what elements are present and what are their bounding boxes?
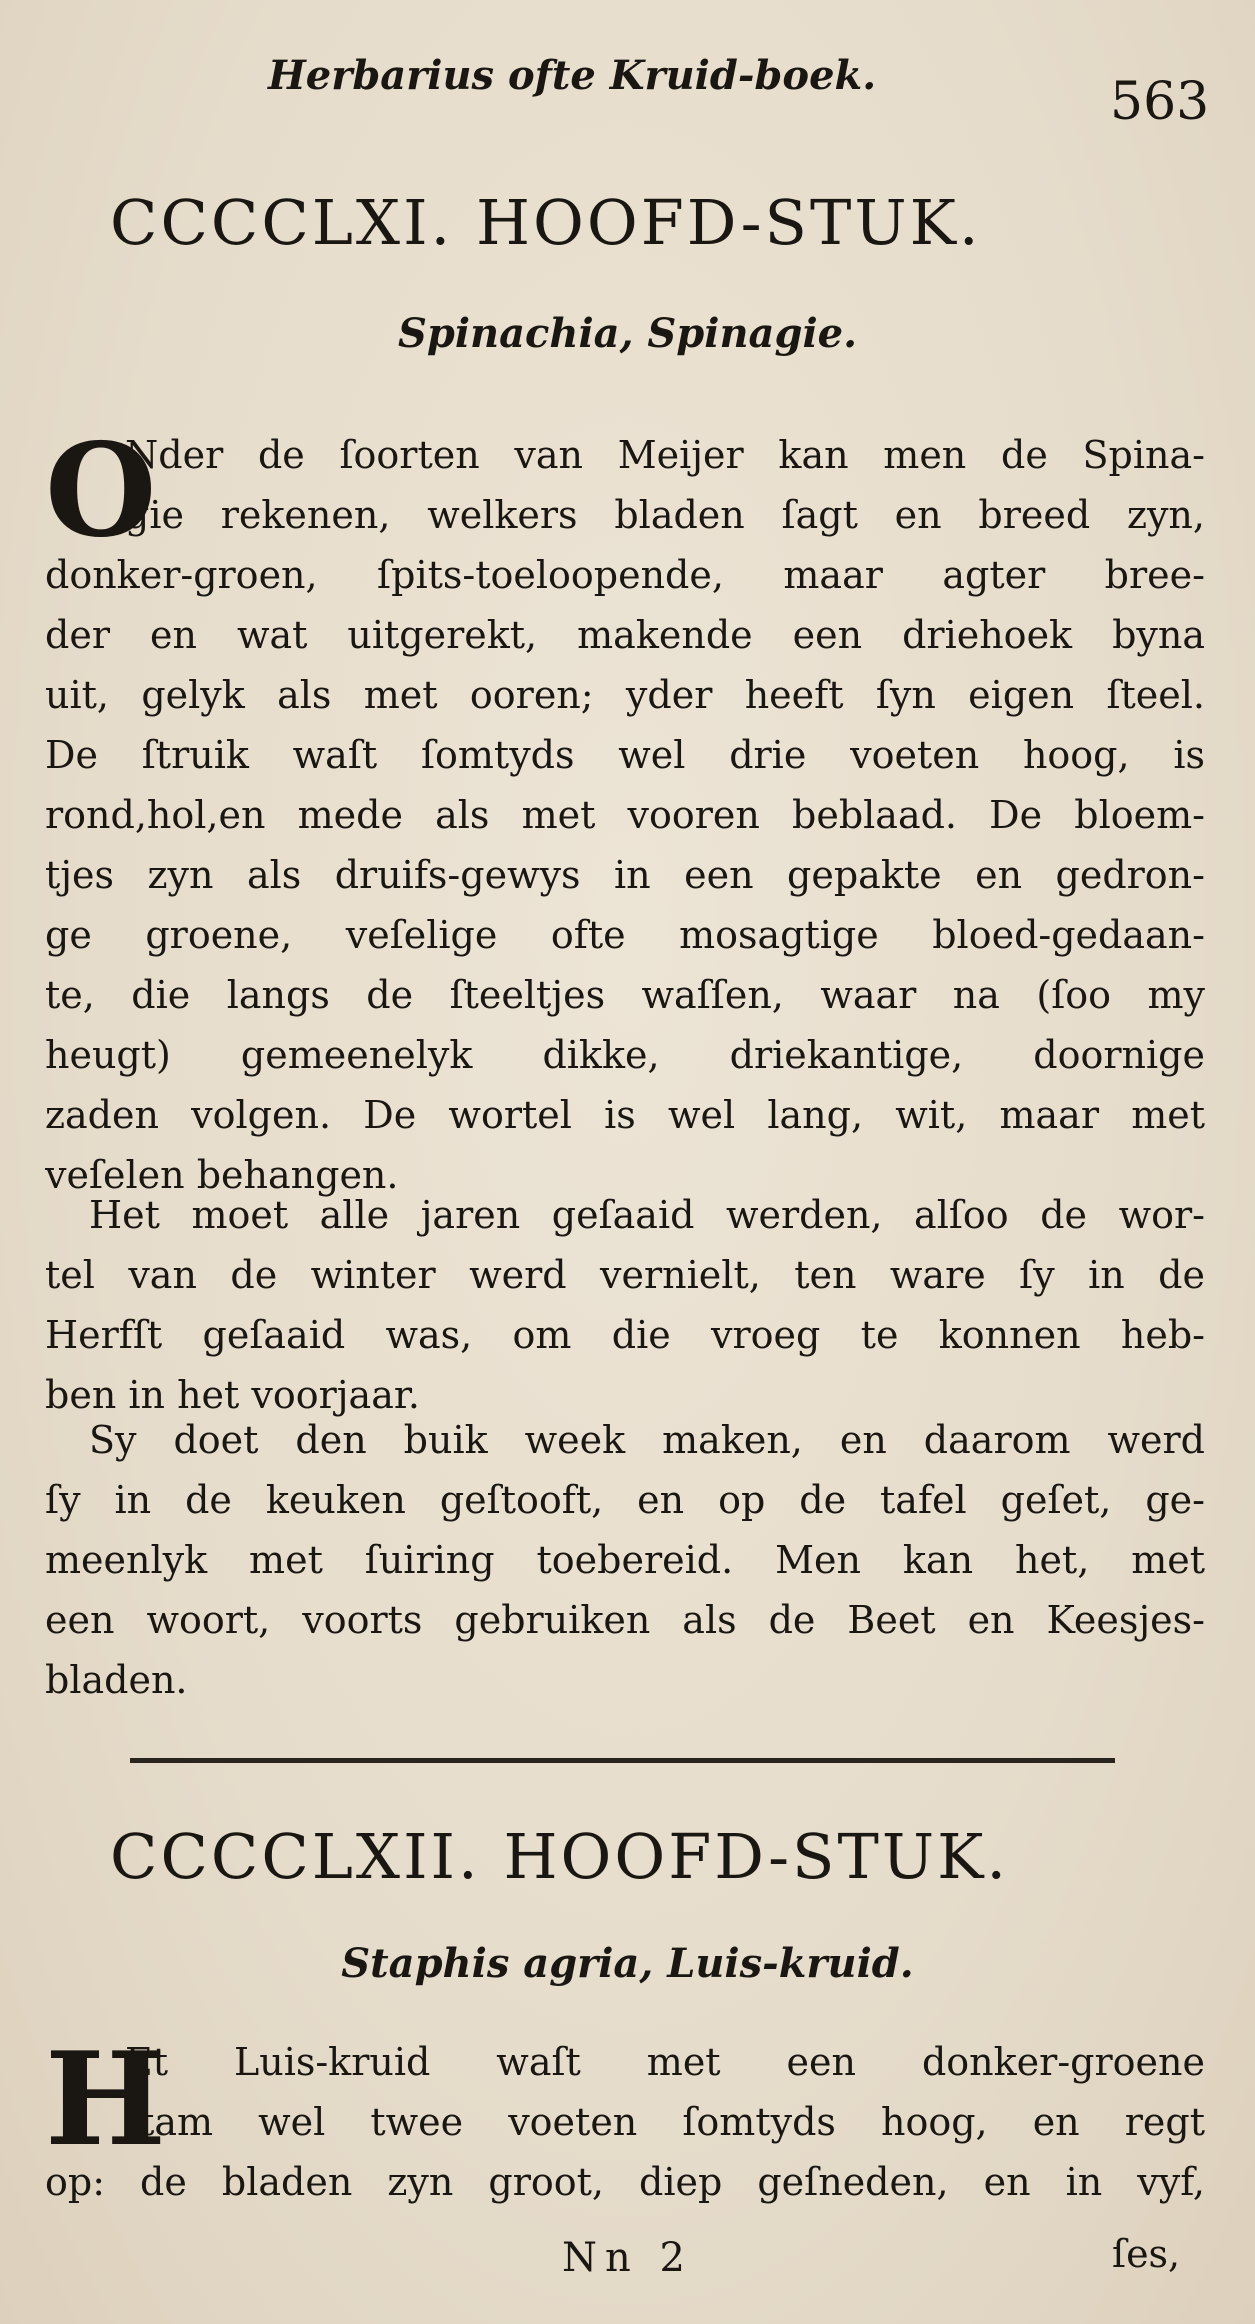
chapter-subtitle-462: Staphis agria, Luis-kruid. [341, 1940, 914, 1987]
text-line: rond,hol,en mede als met vooren beblaad. De bloem- [45, 793, 1205, 837]
running-head: Herbarius ofte Kruid-boek. [268, 52, 877, 99]
text-line: der en wat uitgerekt, makende een driehoek byna [45, 613, 1205, 657]
text-line: op: de bladen zyn groot, diep geſneden, en in vyf, [45, 2160, 1205, 2204]
text-line: donker-groen, ſpits-toeloopende, maar agter bree- [45, 553, 1205, 597]
chapter-title-461: CCCCLXI. HOOFD-STUK. [110, 186, 982, 259]
text-line: ſy in de keuken geſtooft, en op de tafel geſet, ge- [45, 1478, 1205, 1522]
chapter-subtitle-461: Spinachia, Spinagie. [397, 310, 858, 357]
text-line: meenlyk met ſuiring toebereid. Men kan het, met [45, 1538, 1205, 1582]
text-line: uit, gelyk als met ooren; yder heeft ſyn eigen ſteel. [45, 673, 1205, 717]
text-line: ge groene, veſelige ofte mosagtige bloed-gedaan- [45, 913, 1205, 957]
text-line: ſtam wel twee voeten ſomtyds hoog, en regt [125, 2100, 1205, 2144]
text-line: tjes zyn als druifs-gewys in een gepakte en gedron- [45, 853, 1205, 897]
chapter-461-paragraph-3 [45, 1410, 1205, 1710]
section-divider [130, 1758, 1115, 1763]
chapter-461-paragraph-1 [45, 416, 1205, 1205]
drop-cap: H [45, 2025, 166, 2175]
text-line: De ſtruik waſt ſomtyds wel drie voeten hoog, is [45, 733, 1205, 777]
text-line: te, die langs de ſteeltjes waſſen, waar na (ſoo my [45, 973, 1205, 1017]
text-line: heugt) gemeenelyk dikke, driekantige, doornige [45, 1033, 1205, 1077]
text-line: bladen. [45, 1658, 188, 1702]
chapter-461-paragraph-2 [45, 1185, 1205, 1425]
text-line: Et Luis-kruid waſt met een donker-groene [125, 2040, 1205, 2084]
show-through-texture [40, 140, 60, 191]
text-line: Sy doet den buik week maken, en daarom werd [89, 1418, 1205, 1462]
signature-mark: Nn 2 [562, 2235, 693, 2281]
text-line: een woort, voorts gebruiken als de Beet en Keesjes- [45, 1598, 1205, 1642]
text-line: gie rekenen, welkers bladen ſagt en breed zyn, [125, 493, 1205, 537]
catchword: ſes, [1112, 2232, 1181, 2276]
drop-cap: O [45, 416, 157, 566]
text-line: Nder de ſoorten van Meijer kan men de Spina- [125, 433, 1205, 477]
text-line: tel van de winter werd vernielt, ten ware ſy in de [45, 1253, 1205, 1297]
page-number: 563 [1110, 72, 1210, 132]
text-line: zaden volgen. De wortel is wel lang, wit, maar met [45, 1093, 1205, 1137]
chapter-462-paragraph-1 [45, 2025, 1205, 2212]
text-line: veſelen behangen. [45, 1153, 399, 1197]
chapter-title-462: CCCCLXII. HOOFD-STUK. [110, 1820, 1010, 1893]
text-line: ben in het voorjaar. [45, 1373, 420, 1417]
text-line: Herfſt geſaaid was, om die vroeg te konnen heb- [45, 1313, 1205, 1357]
text-line: Het moet alle jaren geſaaid werden, alſoo de wor- [89, 1193, 1205, 1237]
